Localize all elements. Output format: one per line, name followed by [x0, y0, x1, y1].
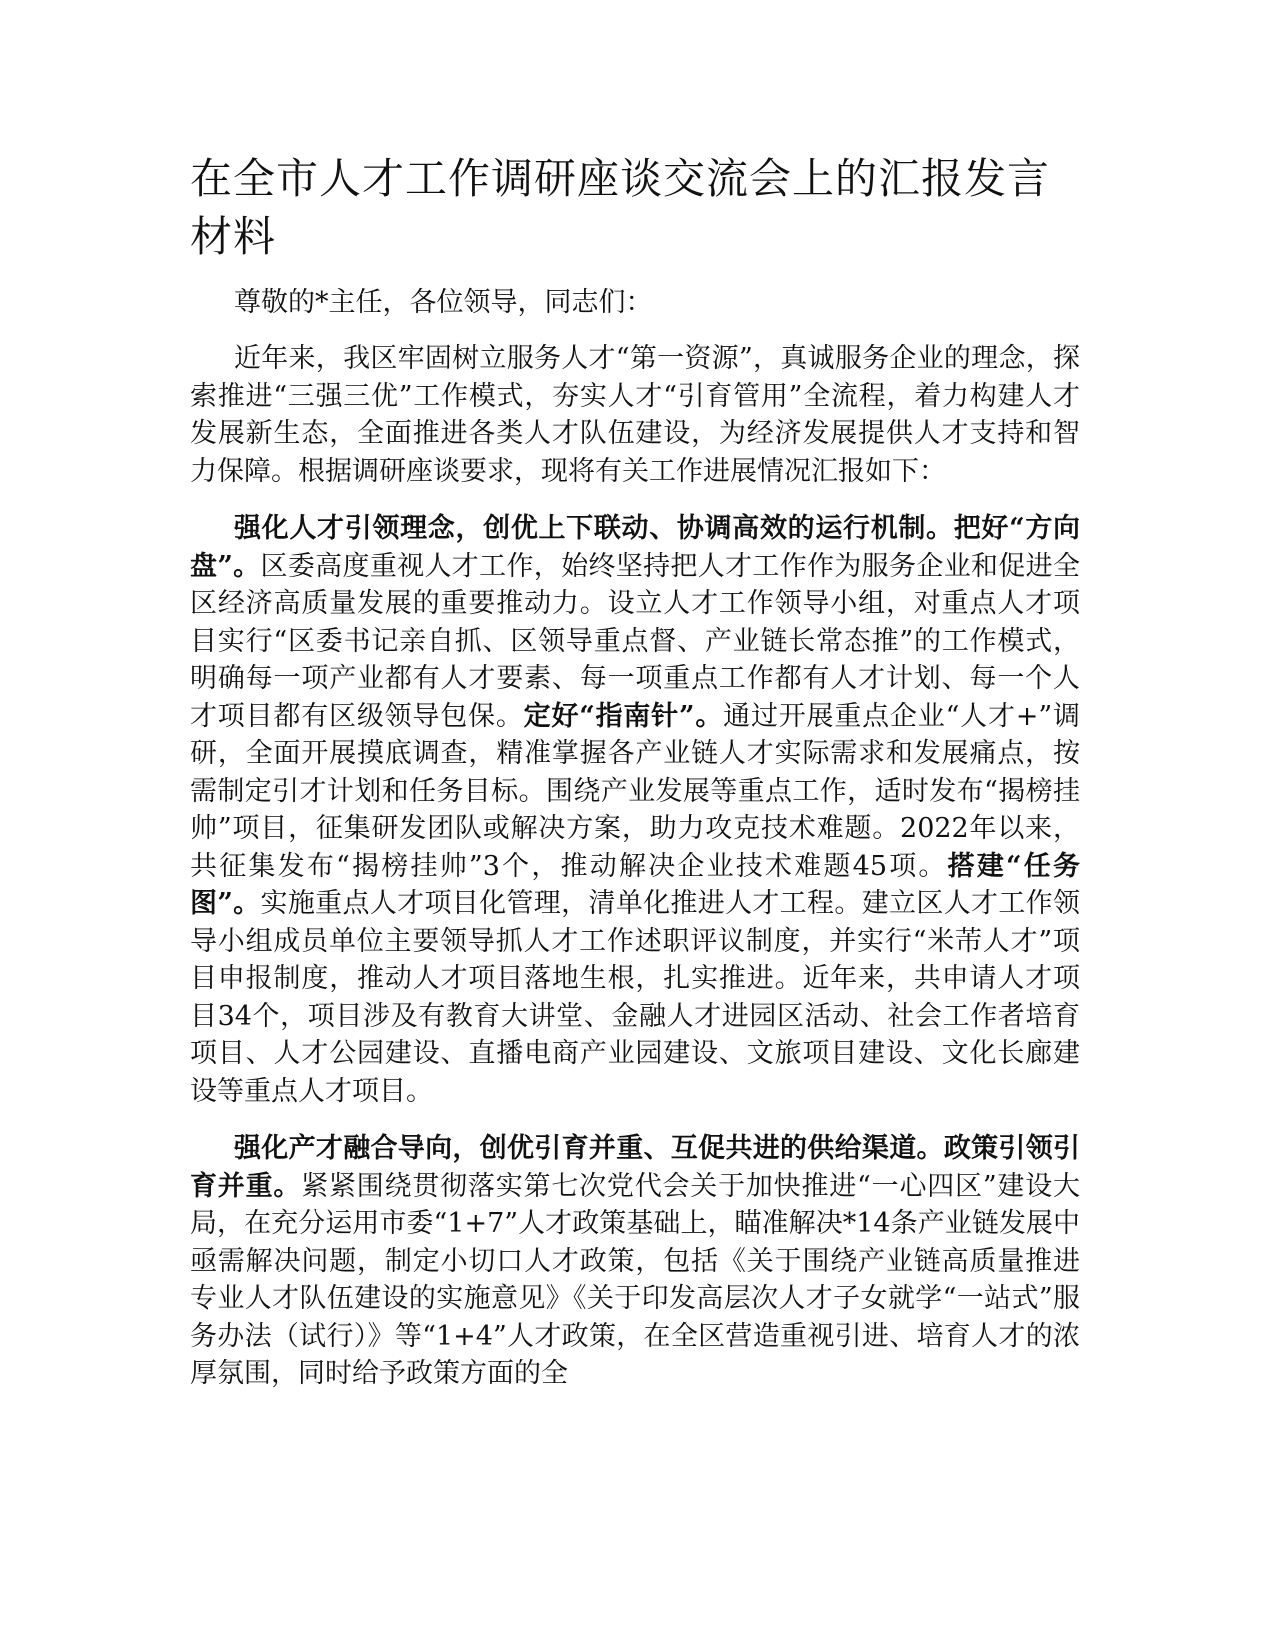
- section-1-heading: 强化人才引领理念，创优上下联动、协调高效的运行机制。: [234, 513, 954, 544]
- document-page: [190, 150, 1080, 1413]
- section-1-sub1-title: 把好“方向盘”。: [190, 513, 1081, 582]
- section-1-sub3-text: 实施重点人才项目化管理，清单化推进人才工程。建立区人才工作领导小组成员单位主要领导抓人才工作述职评议制度，并实行“米芾人才”项目申报制度，推动人才项目落地生根，扎实推进。近年来，共申请人才项目34个，项目涉及有教育大讲堂、金融人才进园区活动、社会工作者培育项目、人才公园建设、直播电商产业园建设、文旅项目建设、文化长廊建设等重点人才项目。: [190, 888, 1081, 1107]
- section-1-sub1-text: 区委高度重视人才工作，始终坚持把人才工作作为服务企业和促进全区经济高质量发展的重要推动力。设立人才工作领导小组，对重点人才项目实行“区委书记亲自抓、区领导重点督、产业链长常态推”的工作模式，明确每一项产业都有人才要素、每一项重点工作都有人才计划、每一个人才项目都有区级领导包保。: [190, 550, 1081, 732]
- section-1-sub2-title: 定好“指南针”。: [523, 700, 724, 732]
- section-1-sub2-text: 通过开展重点企业“人才+”调研，全面开展摸底调查，精准掌握各产业链人才实际需求和发展痛点，按需制定引才计划和任务目标。围绕产业发展等重点工作，适时发布“揭榜挂帅”项目，征集研发团队或解决方案，助力攻克技术难题。2022年以来，共征集发布“揭榜挂帅”3个，推动解决企业技术难题45项。: [190, 700, 1081, 882]
- section-2-sub1-title: 政策引领引育并重。: [190, 1133, 1081, 1202]
- section-1-paragraph: [190, 510, 1080, 1110]
- section-2-paragraph: [190, 1130, 1080, 1393]
- intro-paragraph: 近年来，我区牢固树立服务人才“第一资源”，真诚服务企业的理念，探索推进“三强三优”工作模式，夯实人才“引育管用”全流程，着力构建人才发展新生态，全面推进各类人才队伍建设，为经济发展提供人才支持和智力保障。根据调研座谈要求，现将有关工作进展情况汇报如下：: [190, 343, 1080, 487]
- section-2-sub1-text: 紧紧围绕贯彻落实第七次党代会关于加快推进“一心四区”建设大局，在充分运用市委“1+7”人才政策基础上，瞄准解决*14条产业链发展中亟需解决问题，制定小切口人才政策，包括《关于围绕产业链高质量推进专业人才队伍建设的实施意见》《关于印发高层次人才子女就学“一站式”服务办法（试行）》等“1+4”人才政策，在全区营造重视引进、培育人才的浓厚氛围，同时给予政策方面的全: [190, 1170, 1081, 1389]
- section-1-sub3-title: 搭建“任务图”。: [190, 850, 1080, 919]
- section-2-heading: 强化产才融合导向，创优引育并重、互促共进的供给渠道。: [234, 1133, 944, 1164]
- document-title: 在全市人才工作调研座谈交流会上的汇报发言材料: [190, 154, 1051, 261]
- salutation: 尊敬的*主任，各位领导，同志们：: [234, 287, 653, 318]
